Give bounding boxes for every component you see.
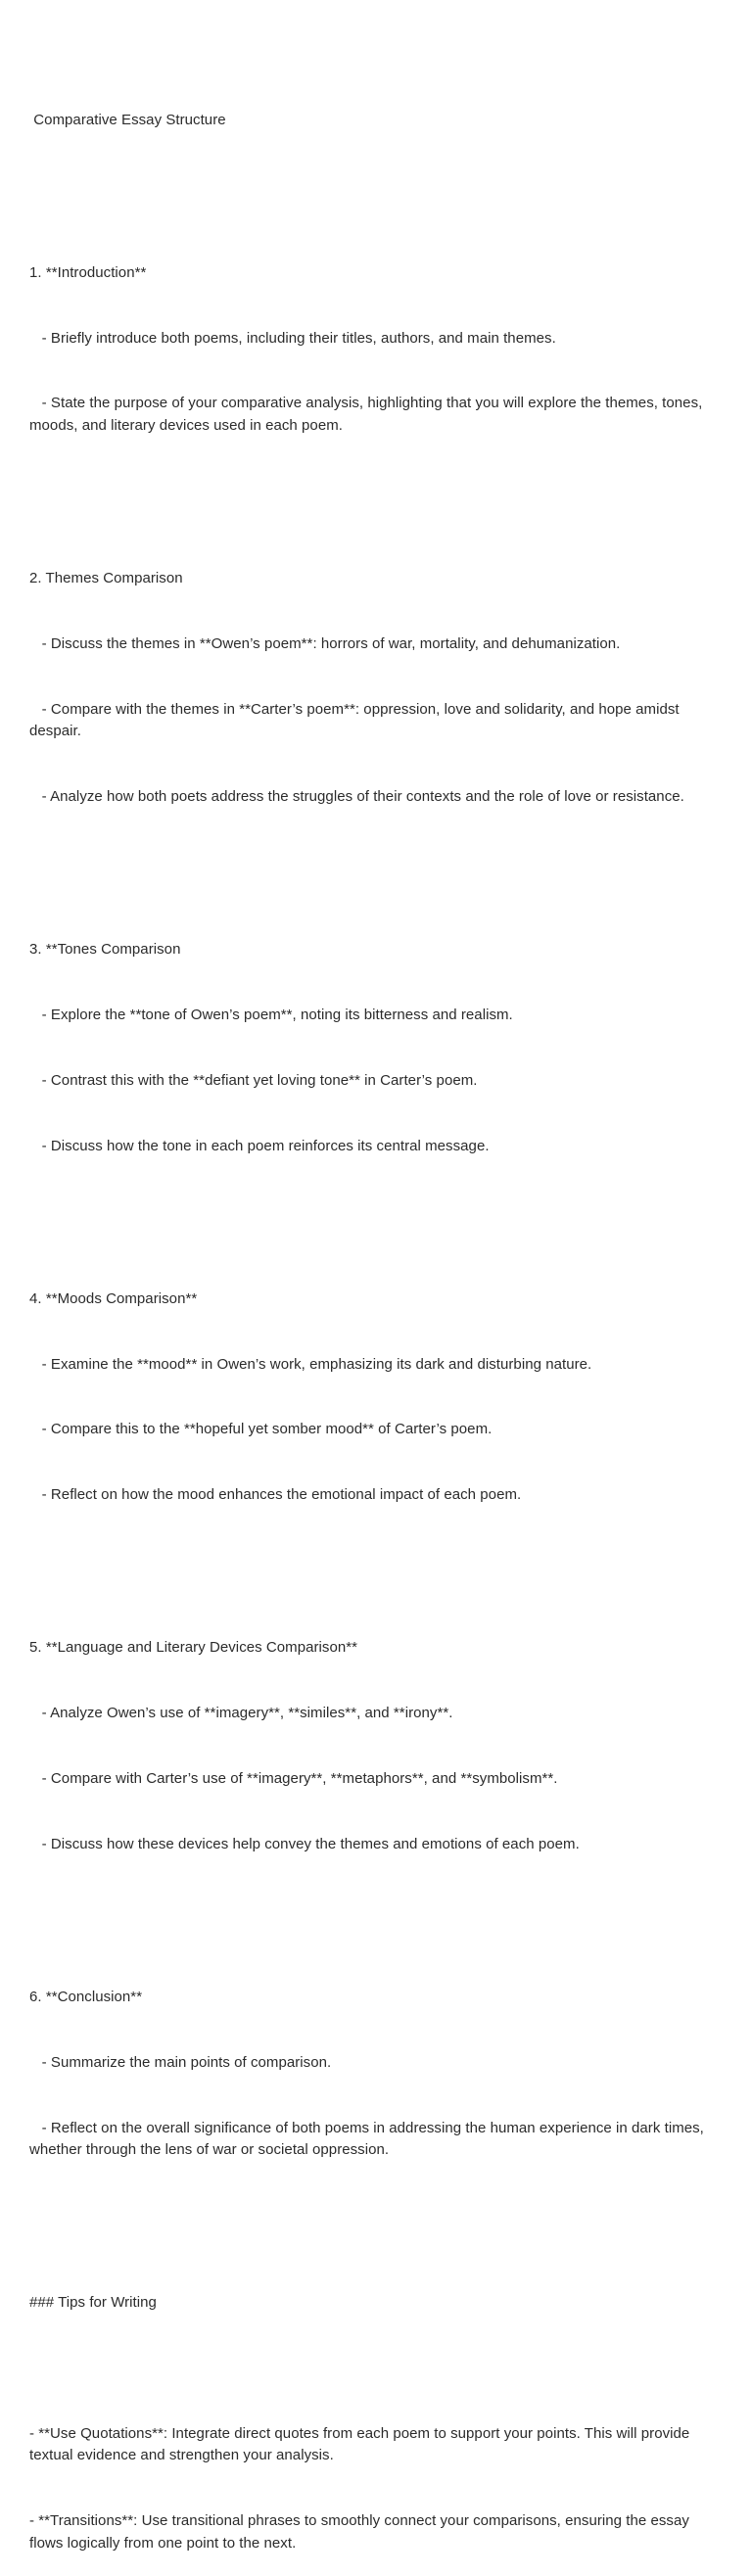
- section-item: - Explore the **tone of Owen’s poem**, noting its bitterness and realism.: [29, 1006, 513, 1023]
- section-item: - Examine the **mood** in Owen’s work, emphasizing its dark and disturbing nature.: [29, 1355, 592, 1373]
- spacer: [29, 2205, 725, 2226]
- spacer: [29, 852, 725, 873]
- section-item: - Reflect on the overall significance of both poems in addressing the human experience in dark times, whether through the lens of war or societal oppression.: [29, 2119, 709, 2159]
- spacer: [29, 1200, 725, 1222]
- section-item: - Compare with the themes in **Carter’s poem**: oppression, love and solidarity, and hope amidst despair.: [29, 700, 683, 739]
- section-heading-themes: 2. Themes Comparison: [29, 569, 183, 586]
- section-item: - Reflect on how the mood enhances the emotional impact of each poem.: [29, 1486, 522, 1504]
- section-item: - Discuss how these devices help convey the themes and emotions of each poem.: [29, 1836, 580, 1853]
- section-heading-introduction: 1. **Introduction**: [29, 263, 147, 281]
- spacer: [29, 1899, 725, 1921]
- section-item: - Compare with Carter’s use of **imagery**, **metaphors**, and **symbolism**.: [29, 1770, 558, 1788]
- section-heading-conclusion: 6. **Conclusion**: [29, 1989, 143, 2006]
- tips-item: - **Use Quotations**: Integrate direct quotes from each poem to support your points. This will provide textual evidence and strengthen your analysis.: [29, 2425, 694, 2464]
- section-item: - Analyze Owen’s use of **imagery**, **similes**, and **irony**.: [29, 1705, 453, 1722]
- spacer: [29, 2358, 725, 2379]
- spacer: [29, 174, 725, 196]
- section-item: - Compare this to the **hopeful yet somber mood** of Carter’s poem.: [29, 1421, 493, 1438]
- document-body: [29, 66, 725, 2576]
- document-title: Comparative Essay Structure: [29, 111, 226, 128]
- section-item: - State the purpose of your comparative analysis, highlighting that you will explore the themes, tones, moods, and literary devices used in each poem.: [29, 395, 707, 434]
- spacer: [29, 481, 725, 502]
- tips-item: - **Transitions**: Use transitional phrases to smoothly connect your comparisons, ensuring the essay flows logically from one point to the next.: [29, 2512, 694, 2552]
- section-heading-moods: 4. **Moods Comparison**: [29, 1289, 198, 1307]
- section-item: - Discuss how the tone in each poem reinforces its central message.: [29, 1137, 490, 1154]
- section-item: - Briefly introduce both poems, including their titles, authors, and main themes.: [29, 329, 556, 347]
- section-item: - Contrast this with the **defiant yet loving tone** in Carter’s poem.: [29, 1071, 478, 1089]
- tips-heading: ### Tips for Writing: [29, 2294, 157, 2312]
- section-item: - Discuss the themes in **Owen’s poem**: horrors of war, mortality, and dehumanization.: [29, 634, 621, 652]
- spacer: [29, 1550, 725, 1571]
- section-item: - Analyze how both poets address the struggles of their contexts and the role of love or resistance.: [29, 787, 684, 805]
- section-item: - Summarize the main points of comparison.: [29, 2054, 332, 2072]
- section-heading-tones: 3. **Tones Comparison: [29, 940, 181, 958]
- section-heading-language: 5. **Language and Literary Devices Comparison**: [29, 1639, 358, 1657]
